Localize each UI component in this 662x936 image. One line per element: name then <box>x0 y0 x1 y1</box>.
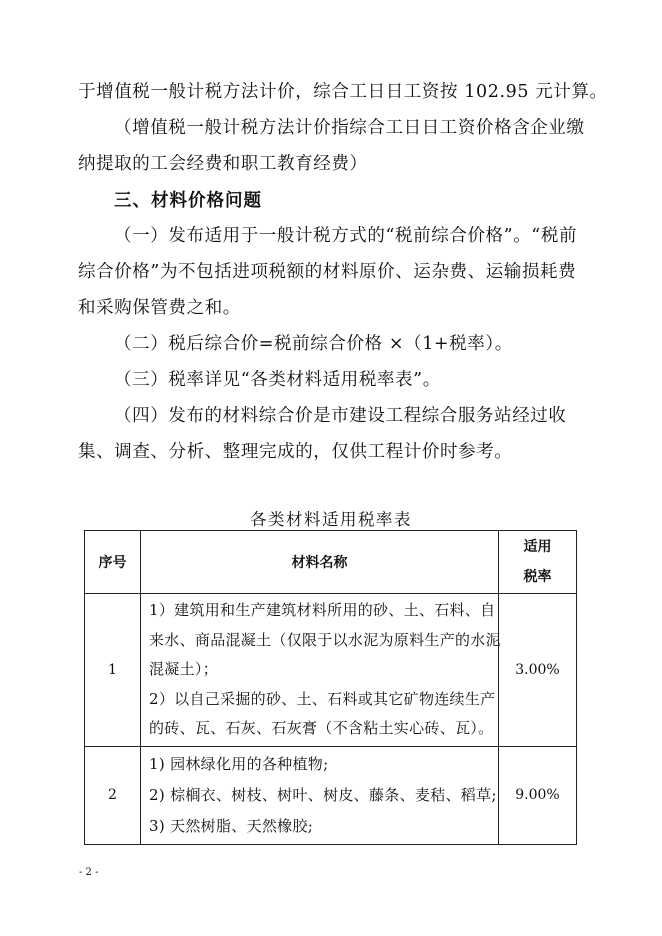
tax-rate-table <box>84 530 577 845</box>
row-number: 1 <box>85 594 141 747</box>
tax-rate-value: 3.00% <box>499 594 577 747</box>
section-heading: 三、材料价格问题 <box>114 191 262 211</box>
table-row <box>85 594 577 747</box>
header-material-name: 材料名称 <box>141 531 499 594</box>
header-serial-number: 序号 <box>85 531 141 594</box>
table-header-row <box>85 531 577 594</box>
page-number: - 2 - <box>79 867 99 878</box>
paragraph-item-4: （四）发布的材料综合价是市建设工程综合服务站经过收集、调查、分析、整理完成的，仅供工程计价时参考。 <box>78 406 567 462</box>
paragraph-daily-wage: 于增值税一般计税方法计价，综合工日日工资按 102.95 元计算。 <box>78 82 608 102</box>
table-row <box>85 746 577 844</box>
paragraph-wage-note: （增值税一般计税方法计价指综合工日日工资价格含企业缴纳提取的工会经费和职工教育经费） <box>78 118 585 174</box>
row-number: 2 <box>85 746 141 844</box>
header-tax-rate: 适用 税率 <box>499 531 577 594</box>
tax-rate-value: 9.00% <box>499 746 577 844</box>
table-title: 各类材料适用税率表 <box>250 510 412 529</box>
paragraph-item-1: （一）发布适用于一般计税方式的“税前综合价格”。“税前综合价格”为不包括进项税额的材料原价、运杂费、运输损耗费和采购保管费之和。 <box>78 226 578 318</box>
material-description: 1) 园林绿化用的各种植物; 2) 棕榈衣、树枝、树叶、树皮、藤条、麦秸、稻草; 3) 天然树脂、天然橡胶; <box>141 746 499 844</box>
paragraph-item-3: （三）税率详见“各类材料适用税率表”。 <box>114 370 441 390</box>
paragraph-item-2: （二）税后综合价=税前综合价格 ×（1+税率）。 <box>114 334 513 354</box>
material-description: 1）建筑用和生产建筑材料所用的砂、土、石料、自 来水、商品混凝土（仅限于以水泥为原料生产的水泥 混凝土）； 2）以自己采掘的砂、土、石料或其它矿物连续生产 的砖、瓦、石灰、石灰膏（不含粘土实心砖、瓦）。 <box>141 594 499 747</box>
